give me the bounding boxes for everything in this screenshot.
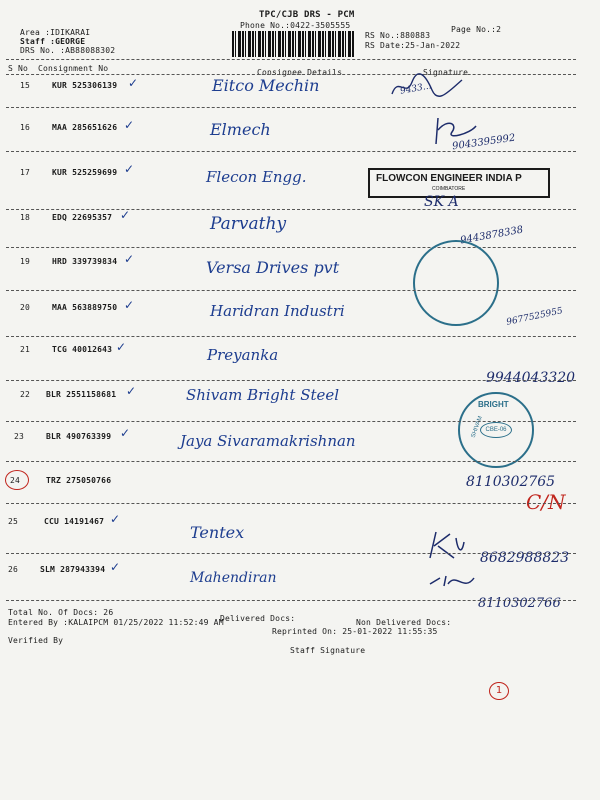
reprinted-on: Reprinted On: 25-01-2022 11:55:35 xyxy=(272,627,438,636)
drs-number: DRS No. :AB88088302 xyxy=(20,46,116,55)
row-sno: 19 xyxy=(20,257,31,266)
consignment-number: CCU 14191467 xyxy=(44,517,105,526)
verified-by: Verified By xyxy=(8,636,64,645)
non-delivered-docs: Non Delivered Docs: xyxy=(356,618,452,627)
consignee-handwriting: Mahendiran xyxy=(190,570,277,586)
shivam-bright-stamp xyxy=(458,392,534,468)
consignment-number: TRZ 275050766 xyxy=(46,476,112,485)
checkmark-icon: ✓ xyxy=(124,252,135,266)
consignment-number: KUR 525306139 xyxy=(52,81,118,90)
delivered-docs: Delivered Docs: xyxy=(220,614,296,623)
consignee-handwriting: Preyanka xyxy=(207,346,279,364)
consignment-number: TCG 40012643 xyxy=(52,345,113,354)
header-title: TPC/CJB DRS - PCM xyxy=(259,10,355,20)
consignee-handwriting: Versa Drives pvt xyxy=(206,258,340,277)
signature-note: 8110302766 xyxy=(478,596,561,611)
checkmark-icon: ✓ xyxy=(120,426,131,440)
header-divider xyxy=(6,59,576,60)
signature-note: 8682988823 xyxy=(480,550,570,566)
signature-note: SK A xyxy=(424,194,459,210)
checkmark-icon: ✓ xyxy=(124,118,135,132)
consignment-number: EDQ 22695357 xyxy=(52,213,113,222)
row-sno: 18 xyxy=(20,213,31,222)
consignee-handwriting: Jaya Sivaramakrishnan xyxy=(180,432,356,450)
row-sno: 20 xyxy=(20,303,31,312)
row-sno: 24 xyxy=(10,476,21,485)
checkmark-icon: ✓ xyxy=(116,340,127,354)
column-divider xyxy=(6,74,576,75)
row-sno: 17 xyxy=(20,168,31,177)
cn-red-note: C/N xyxy=(526,490,566,514)
header-phone: Phone No.:0422-3505555 xyxy=(240,21,351,30)
stamp-left-text: SHIVAM xyxy=(470,415,484,439)
checkmark-icon: ✓ xyxy=(120,208,131,222)
flowcon-stamp xyxy=(368,168,550,198)
consignment-number: SLM 287943394 xyxy=(40,565,106,574)
row-divider xyxy=(6,209,576,210)
consignment-number: MAA 285651626 xyxy=(52,123,118,132)
row-sno: 25 xyxy=(8,517,19,526)
row-divider xyxy=(6,461,576,462)
staff-label: Staff :GEORGE xyxy=(20,37,86,46)
consignee-handwriting: Parvathy xyxy=(210,214,287,234)
row-divider xyxy=(6,600,576,601)
signature-scribble-icon xyxy=(388,72,468,102)
checkmark-icon: ✓ xyxy=(124,162,135,176)
signature-scribble-icon xyxy=(428,570,476,594)
staff-signature: Staff Signature xyxy=(290,646,366,655)
rs-number: RS No.:880883 xyxy=(365,31,431,40)
row-divider xyxy=(6,380,576,381)
consignee-handwriting: Shivam Bright Steel xyxy=(186,386,340,404)
page-mark: 1 xyxy=(489,682,509,700)
row-divider xyxy=(6,107,576,108)
flowcon-stamp-name: FLOWCON ENGINEER INDIA P xyxy=(376,173,522,184)
total-docs: Total No. Of Docs: 26 xyxy=(8,608,114,617)
consignee-handwriting: Flecon Engg. xyxy=(206,168,307,186)
checkmark-icon: ✓ xyxy=(126,384,137,398)
consignment-number: MAA 563889750 xyxy=(52,303,118,312)
row-divider xyxy=(6,290,576,291)
row-sno: 23 xyxy=(14,432,25,441)
row-divider xyxy=(6,553,576,554)
signature-note: 9677525955 xyxy=(505,306,564,328)
consignment-number: KUR 525259699 xyxy=(52,168,118,177)
round-seal-icon xyxy=(413,240,499,326)
signature-note: 9043395992 xyxy=(451,132,517,153)
entered-by: Entered By :KALAIPCM 01/25/2022 11:52:49 AM xyxy=(8,618,224,627)
consignee-handwriting: Tentex xyxy=(190,523,245,542)
col-consignment-header: Consignment No xyxy=(38,64,109,73)
checkmark-icon: ✓ xyxy=(110,560,121,574)
col-sno-header: S No xyxy=(8,64,29,73)
row-divider xyxy=(6,421,576,422)
consignment-number: HRD 339739834 xyxy=(52,257,118,266)
row-sno: 15 xyxy=(20,81,31,90)
signature-note: 9433... xyxy=(399,81,433,97)
stamp-center-text: CBE-06 xyxy=(480,422,512,438)
row-divider xyxy=(6,151,576,152)
delivery-phone-note: 8110302765 xyxy=(466,474,556,490)
row-sno: 22 xyxy=(20,390,31,399)
rs-date: RS Date:25-Jan-2022 xyxy=(365,41,461,50)
row-divider xyxy=(6,247,576,248)
row-sno: 16 xyxy=(20,123,31,132)
col-signature-header: Signature xyxy=(423,68,469,77)
col-consignee-header: Consignee Details xyxy=(257,68,343,77)
row-divider xyxy=(6,336,576,337)
checkmark-icon: ✓ xyxy=(110,512,121,526)
row-sno: 21 xyxy=(20,345,31,354)
stamp-top-text: BRIGHT xyxy=(478,400,509,409)
page-number: Page No.:2 xyxy=(451,25,502,34)
consignment-number: BLR 2551158681 xyxy=(46,390,117,399)
row-sno: 26 xyxy=(8,565,19,574)
flowcon-stamp-city: COIMBATORE xyxy=(432,186,466,192)
signature-scribble-icon xyxy=(426,528,466,562)
row-divider xyxy=(6,503,576,504)
consignee-handwriting: Eitco Mechin xyxy=(212,76,320,95)
signature-note: 9443878338 xyxy=(459,224,525,247)
signature-note: 9944043320 xyxy=(486,370,576,386)
consignee-handwriting: Elmech xyxy=(210,120,271,139)
consignee-handwriting: Haridran Industri xyxy=(210,302,345,320)
checkmark-icon: ✓ xyxy=(128,76,139,90)
barcode-image xyxy=(232,31,355,57)
checkmark-icon: ✓ xyxy=(124,298,135,312)
area-label: Area :IDIKARAI xyxy=(20,28,91,37)
consignment-number: BLR 490763399 xyxy=(46,432,112,441)
